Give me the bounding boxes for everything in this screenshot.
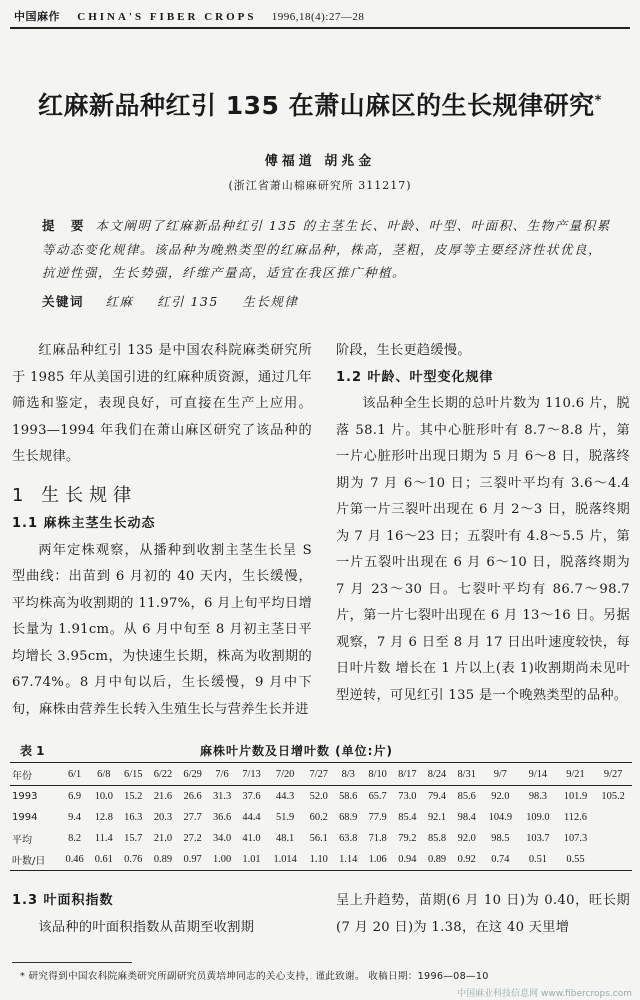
- table-cell: 85.8: [427, 833, 447, 844]
- body-paragraph: 阶段，生长更趋缓慢。: [336, 343, 471, 358]
- table-header-cell: 9/21: [557, 763, 595, 786]
- table-header-row: [10, 763, 632, 786]
- left-column-section-1-3: [12, 888, 312, 941]
- affiliation: (浙江省萧山棉麻研究所 311217): [228, 179, 412, 192]
- keywords: [42, 292, 316, 310]
- table-cell: 60.2: [309, 812, 328, 823]
- table-cell: 26.6: [183, 791, 202, 802]
- table-header-cell: 6/8: [89, 763, 118, 786]
- table-cell: 98.3: [528, 791, 547, 802]
- intro-paragraph: 红麻品种红引 135 是中国农科院麻类研究所于 1985 年从美国引进的红麻种质资源，通过几年筛选和鉴定，表现良好，可直接在生产上应用。1993—1994 年我们在萧山麻区研究了该品种的生长规律。: [12, 343, 313, 464]
- table-cell: 79.2: [398, 833, 417, 844]
- table-cell: 77.9: [368, 812, 387, 823]
- header-rule: [10, 27, 630, 29]
- table-header-cell: 6/15: [118, 763, 148, 786]
- table-header-cell: 9/27: [594, 763, 632, 786]
- table-cell: 0.97: [178, 849, 208, 871]
- table-cell: 10.0: [94, 791, 113, 802]
- table-cell: 103.7: [526, 833, 550, 844]
- watermark: 中国麻业科技信息网 www.fibercrops.com: [457, 989, 632, 999]
- table-cell: 15.2: [124, 791, 143, 802]
- table-header-cell: 7/13: [237, 763, 267, 786]
- right-column-body: [336, 338, 630, 709]
- table-cell: 58.6: [339, 791, 358, 802]
- table-cell: 112.6: [563, 812, 587, 823]
- table-cell: 44.4: [242, 812, 261, 823]
- table-header-label: 年份: [10, 763, 60, 786]
- citation: 1996,18(4):27—28: [271, 11, 365, 23]
- keywords-label: 关键词: [42, 294, 85, 309]
- table-cell: 79.4: [427, 791, 447, 802]
- left-column-intro: [12, 338, 312, 471]
- table-cell: 65.7: [368, 791, 387, 802]
- subsection-heading: 1.3 叶面积指数: [12, 893, 114, 908]
- table-cell: 105.2: [601, 791, 625, 802]
- table-header-cell: 8/31: [452, 763, 482, 786]
- table-cell: 92.0: [491, 791, 510, 802]
- table-header-cell: 8/10: [363, 763, 393, 786]
- row-label: 叶数/日: [10, 849, 60, 871]
- body-paragraph: 两年定株观察，从播种到收割主茎生长呈 S 型曲线：出苗到 6 月初的 40 天内，生长缓慢，平均株高为收割期的 11.97%，6 月上旬平均日增长量为 1.91cm。从 6 月中旬至 8 月初主茎日平均增长 3.95cm，为快速生长期，株高为收割期的 67.74%。8 月中旬以后，生长缓慢，9 月中下旬，麻株由营养生长转入生殖生长与营养生长并进: [12, 542, 312, 717]
- keyword: 红麻: [105, 294, 134, 309]
- section-heading: 1 生长规律: [12, 485, 138, 506]
- table-header-cell: 6/29: [178, 763, 208, 786]
- table-cell: 98.5: [491, 833, 510, 844]
- running-header: [14, 8, 364, 24]
- table-cell: 21.6: [153, 791, 173, 802]
- subsection-heading: 1.1 麻株主茎生长动态: [12, 516, 156, 531]
- table-cell: 92.1: [427, 812, 447, 823]
- table-cell: 34.0: [212, 833, 232, 844]
- abstract: [42, 214, 614, 285]
- table-cell: 107.3: [563, 833, 588, 844]
- table-cell: 41.0: [242, 833, 261, 844]
- keyword: 红引 135: [157, 294, 219, 309]
- left-column-body: [12, 511, 312, 723]
- journal-name-cn: 中国麻作: [14, 10, 60, 23]
- table-cell: 85.6: [457, 791, 476, 802]
- table-cell: 68.9: [339, 812, 358, 823]
- table-cell: 27.7: [183, 812, 202, 823]
- table-cell: 27.2: [183, 833, 202, 844]
- table-cell: 16.3: [124, 812, 143, 823]
- table-header-cell: 7/6: [207, 763, 236, 786]
- row-label: 1993: [12, 791, 38, 802]
- table-cell: 11.4: [94, 833, 113, 844]
- table-header-cell: 6/22: [148, 763, 178, 786]
- table-cell: 1.01: [237, 849, 267, 871]
- table-label: 表 1: [20, 744, 45, 758]
- table-row: [10, 786, 632, 808]
- table-header-cell: 8/3: [334, 763, 363, 786]
- table-cell: 92.0: [457, 833, 476, 844]
- table-cell: 9.4: [68, 812, 82, 823]
- table-cell: 31.3: [212, 791, 232, 802]
- footnote: * 研究得到中国农科院麻类研究所副研究员黄培坤同志的关心支持，谨此致谢。 收稿日期：1996—08—10: [20, 971, 489, 982]
- table-cell: 48.1: [276, 833, 295, 844]
- table-cell: [594, 828, 632, 849]
- table-cell: 44.3: [276, 791, 295, 802]
- subsection-heading: 1.2 叶龄、叶型变化规律: [336, 369, 494, 385]
- table-cell: 37.6: [242, 791, 261, 802]
- table-cell: 0.89: [148, 849, 178, 871]
- table-caption: 麻株叶片数及日增叶数 (单位:片): [200, 744, 393, 758]
- right-column-section-1-3: [336, 888, 630, 941]
- table-cell: 0.76: [118, 849, 148, 871]
- table-header-cell: 8/17: [393, 763, 423, 786]
- table-cell: 15.7: [124, 833, 143, 844]
- table-cell: 8.2: [68, 833, 82, 844]
- table-cell: 73.0: [398, 791, 417, 802]
- table-cell: 0.61: [89, 849, 118, 871]
- table-cell: 0.94: [393, 849, 423, 871]
- journal-name-en: CHINA'S FIBER CROPS: [77, 11, 257, 23]
- table-cell: 0.55: [557, 849, 595, 871]
- table-row: [10, 828, 632, 849]
- row-label: 平均: [12, 835, 32, 846]
- table-cell: 0.74: [482, 849, 520, 871]
- table-cell: 36.6: [212, 812, 232, 823]
- body-paragraph: 呈上升趋势，苗期(6 月 10 日)为 0.40，旺长期(7 月 20 日)为 1.38，在这 40 天里增: [336, 893, 630, 935]
- table-cell: 71.8: [368, 833, 387, 844]
- paper-title: 红麻新品种红引 135 在萧山麻区的生长规律研究*: [38, 91, 602, 120]
- table-cell: [594, 849, 632, 871]
- authors: 傅福道 胡兆金: [264, 154, 376, 169]
- leaf-count-table: [10, 762, 632, 871]
- abstract-label: 提 要: [42, 218, 90, 233]
- table-cell: 98.4: [457, 812, 476, 823]
- table-cell: 1.10: [304, 849, 334, 871]
- abstract-text: 本文阐明了红麻新品种红引 135 的主茎生长、叶龄、叶型、叶面积、生物产量积累等动态变化规律。该品种为晚熟类型的红麻品种，株高，茎粗，皮厚等主要经济性状优良，抗逆性强，生长势强，纤维产量高，适宜在我区推广种植。: [42, 218, 611, 280]
- table-cell: 104.9: [488, 812, 513, 823]
- table-cell: 21.0: [153, 833, 173, 844]
- table-cell: 1.06: [363, 849, 393, 871]
- table-cell: 6.9: [68, 791, 82, 802]
- table-cell: 0.92: [452, 849, 482, 871]
- table-cell: 1.014: [266, 849, 304, 871]
- table-header-cell: 9/7: [482, 763, 520, 786]
- table-cell: 1.14: [334, 849, 363, 871]
- table-cell: 1.00: [207, 849, 236, 871]
- table-header-cell: 7/20: [266, 763, 304, 786]
- table-cell: 63.8: [339, 833, 358, 844]
- table-header-cell: 7/27: [304, 763, 334, 786]
- table-cell: 0.51: [519, 849, 557, 871]
- body-paragraph: 该品种的叶面积指数从苗期至收割期: [38, 919, 255, 935]
- table-header-cell: 9/14: [519, 763, 557, 786]
- body-paragraph: 该品种全生长期的总叶片数为 110.6 片，脱落 58.1 片。其中心脏形叶有 8.7～8.8 片，第一片心脏形叶出现日期为 5 月 6～8 日，脱落终期为 7 月 6～10 日；三裂叶平均有 3.6～4.4 片第一片三裂叶出现在 6 月 2～3 日，脱落终期为 7 月 16～23 日；五裂叶有 4.8～5.5 片，第一片五裂叶出现在 6 月 6～10 日，脱落终期为 7 月 23～30 日。七裂叶平均有 86.7～98.7 片，第一片七裂叶出现在 6 月 13～16 日。另据观察，7 月 6 日至 8 月 17 日出叶速度较快，每日叶片数 增长在 1 片以上(表 1)收割期尚未见叶型逆转，可见红引 135 是一个晚熟类型的品种。: [336, 396, 630, 703]
- table-cell: 51.9: [276, 812, 295, 823]
- table-header-cell: 6/1: [60, 763, 89, 786]
- keyword: 生长规律: [242, 294, 299, 309]
- table-cell: 56.1: [309, 833, 328, 844]
- table-cell: 0.89: [422, 849, 452, 871]
- row-label: 1994: [12, 812, 38, 823]
- footnote-rule: [12, 962, 132, 963]
- table-cell: 0.46: [60, 849, 89, 871]
- table-cell: 85.4: [398, 812, 417, 823]
- table-cell: 52.0: [309, 791, 328, 802]
- table-cell: 109.0: [526, 812, 550, 823]
- table-row: [10, 807, 632, 828]
- table-header-cell: 8/24: [422, 763, 452, 786]
- table-cell: [594, 807, 632, 828]
- table-cell: 20.3: [153, 812, 173, 823]
- table-row: [10, 849, 632, 871]
- title-footnote-mark: *: [594, 93, 602, 109]
- table-cell: 12.8: [94, 812, 113, 823]
- table-cell: 101.9: [563, 791, 588, 802]
